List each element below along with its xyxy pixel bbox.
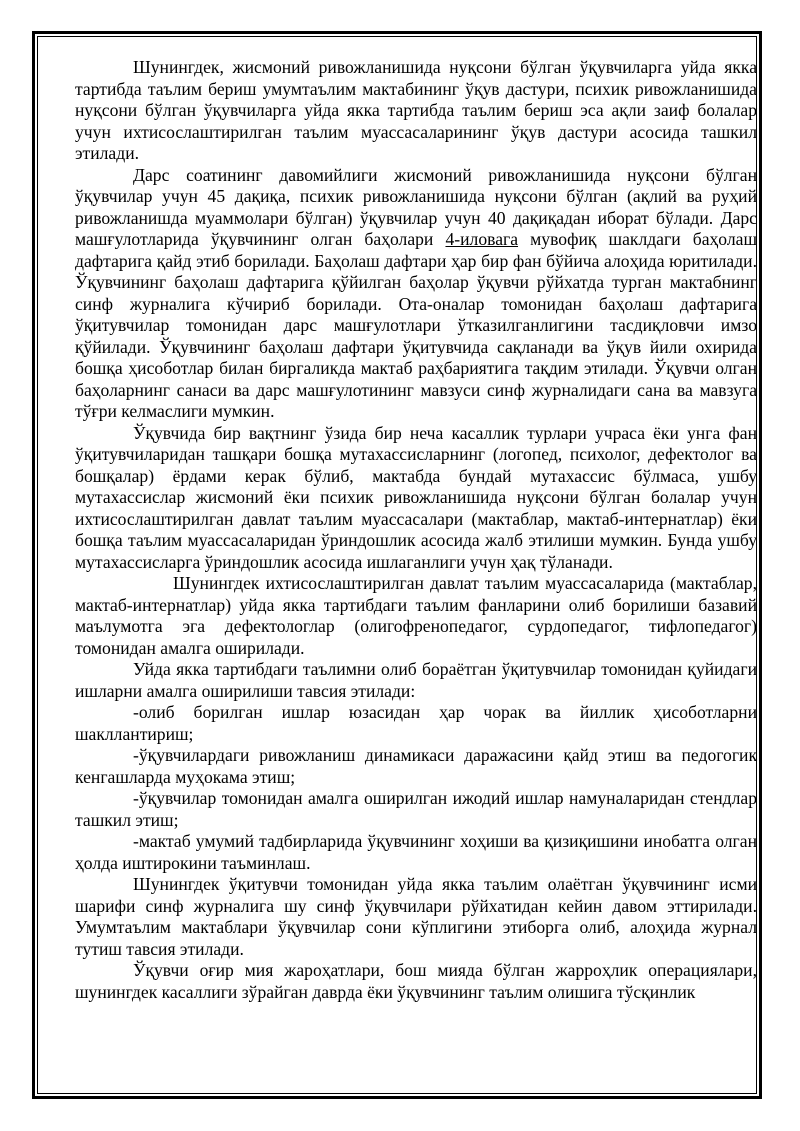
paragraph-text: Дарс соатининг давомийлиги жисмоний ривожланишида нуқсони бўлган ўқувчилар учун 45 дақиқа, психик ривожланишида нуқсони бўлган (ақлий ва руҳий ривожланишда муаммолари бўлган) ўқувчилар учун 40 дақиқадан иборат бўлади. Дарс машғулотларида ўқувчининг олган баҳолари xyxy=(75,164,757,249)
paragraph-serious-injuries: Ўқувчи оғир мия жароҳатлари, бош мияда бўлган жарроҳлик операциялари, шунингдек касаллиги зўрайган даврда ёки ўқувчининг таълим олишига тўсқинлик xyxy=(75,960,757,1002)
paragraph-lesson-duration xyxy=(75,165,757,423)
list-item: -ўқувчилар томонидан амалга оширилган ижодий ишлар намуналаридан стендлар ташкил этиш; xyxy=(75,788,757,830)
paragraph-individual-education-basis: Шунингдек, жисмоний ривожланишида нуқсони бўлган ўқувчиларга уйда якка тартибда таълим бериш умумтаълим мактабининг ўқув дастури, психик ривожланишида нуқсони бўлган ўқувчиларга уйда якка тартибда таълим бериш эса ақли заиф болалар учун ихтисослаштирилган таълим муассасаларининг ўқув дастури асосида ташкил этилади. xyxy=(75,57,757,163)
list-item: -олиб борилган ишлар юзасидан ҳар чорак ва йиллик ҳисоботларни шакллантириш; xyxy=(75,702,757,744)
list-item: -ўқувчилардаги ривожланиш динамикаси даражасини қайд этиш ва педогогик кенгашларда муҳокама этиш; xyxy=(75,745,757,787)
paragraph-specialists: Ўқувчида бир вақтнинг ўзида бир неча касаллик турлари учраса ёки унга фан ўқитувчиларидан ташқари бошқа мутахассисларнинг (логопед, психолог, дефектолог ва бошқалар) ёрдами керак бўлиб, мактабда бундай мутахассис бўлмаса, ушбу мутахассислар жисмоний ёки психик ривожланишида нуқсони бўлган болалар учун ихтисослаштирилган давлат таълим муассасалари (мактаблар, мактаб-интернатлар) ёки бошқа таълим муассасаларидан ўриндошлик асосида жалб этилиши мумкин. Бунда ушбу мутахассисларга ўриндошлик асосида ишлаганлиги учун ҳақ тўланади. xyxy=(75,422,757,572)
paragraph-class-journal: Шунингдек ўқитувчи томонидан уйда якка таълим олаётган ўқувчининг исми шарифи синф журналига шу синф ўқувчилари рўйхатидан кейин давом эттирилади. Умумтаълим мактаблари ўқувчилар сони кўплигини этиборга олиб, алоҳида журнал тутиш тавсия этилади. xyxy=(75,874,757,959)
paragraph-text: мувофиқ шаклдаги баҳолаш дафтарига қайд этиб борилади. Баҳолаш дафтари ҳар бир фан бўйича алоҳида юритилади. Ўқувчининг баҳолаш дафтарига қўйилган баҳолар ўқувчи рўйхатда турган мактабнинг синф журналига кўчириб борилади. Ота-оналар томонидан баҳолаш дафтарига ўқитувчилар томонидан дарс машғулотлари ўтказилганлигини тасдиқловчи имзо қўйилади. Ўқувчининг баҳолаш дафтари ўқитувчида сақланади ва ўқув йили охирида бошқа ҳисоботлар билан биргаликда мактаб раҳбариятига тақдим этилади. Ўқувчи олган баҳоларнинг санаси ва дарс машғулотининг мавзуси синф журналидаги сана ва мавзуга тўғри келмаслиги мумкин. xyxy=(75,229,758,421)
list-item: -мактаб умумий тадбирларида ўқувчининг хоҳиши ва қизиқишини инобатга олган ҳолда иштирокини таъминлаш. xyxy=(75,831,757,873)
appendix-4-link[interactable]: 4-иловага xyxy=(445,229,519,249)
document-body xyxy=(75,57,757,1003)
paragraph-specialized-institutions: Шунингдек ихтисослаштирилган давлат таълим муассасаларида (мактаблар, мактаб-интернатлар) уйда якка тартибдаги таълим фанларини олиб борилиши базавий маълумотга эга дефектологлар (олигофренопедагог, сурдопедагог, тифлопедагог) томонидан амалга оширилади. xyxy=(75,573,757,658)
paragraph-teacher-recommendations: Уйда якка тартибдаги таълимни олиб бораётган ўқитувчилар томонидан қуйидаги ишларни амалга оширилиши тавсия этилади: xyxy=(75,659,757,701)
